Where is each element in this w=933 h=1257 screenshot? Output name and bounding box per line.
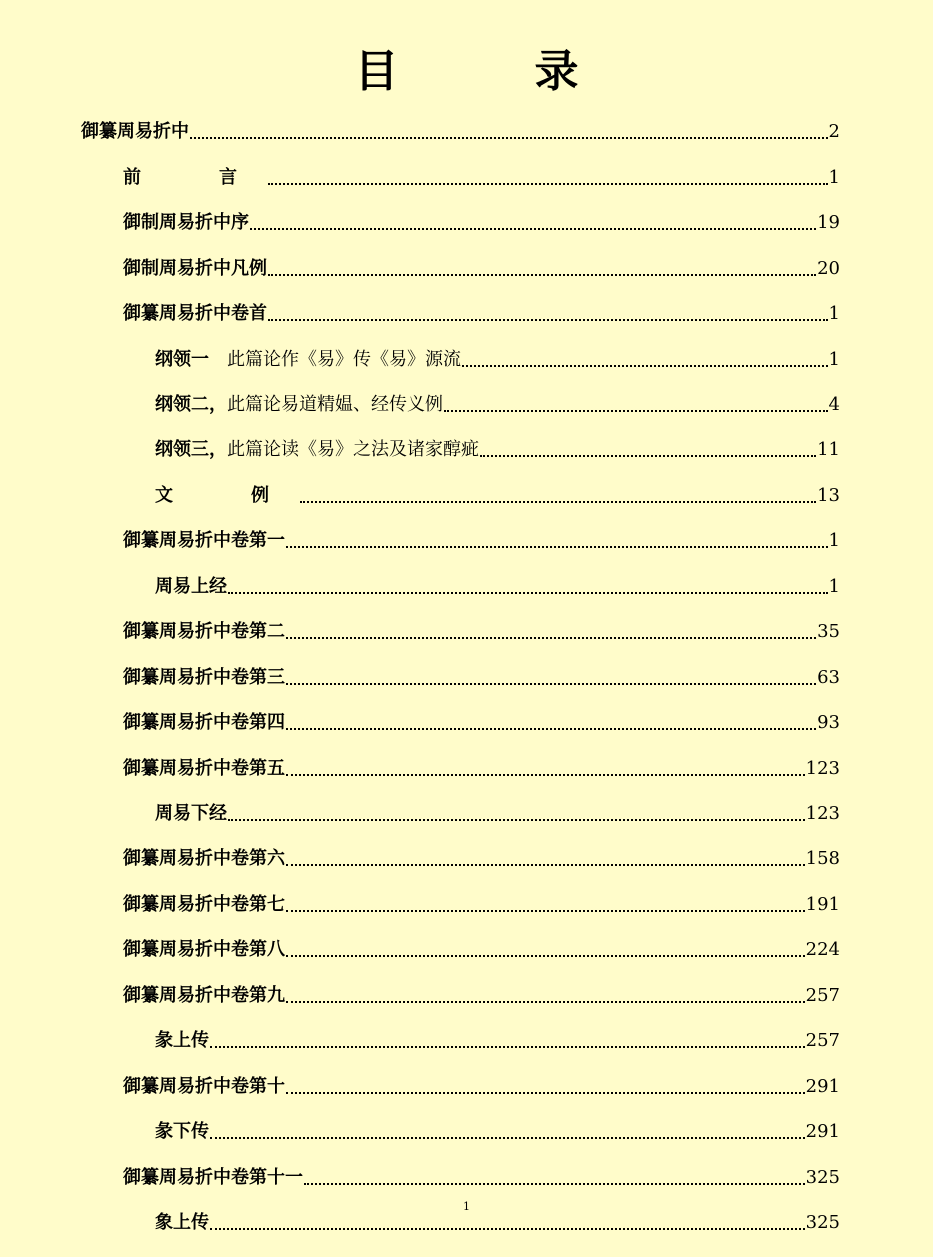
toc-entry-label: 文 例 [155, 485, 299, 506]
toc-entry-label: 御纂周易折中卷第四 [123, 712, 285, 733]
dot-leader [462, 364, 828, 367]
dot-leader [228, 818, 805, 821]
dot-leader [286, 1000, 805, 1003]
toc-entry-label: 御制周易折中序 [123, 212, 249, 233]
toc-entry-page: 123 [805, 803, 840, 824]
dot-leader [444, 409, 828, 412]
toc-entry-label: 御制周易折中凡例 [123, 258, 267, 279]
dot-leader [286, 545, 828, 548]
toc-entry-page: 224 [805, 939, 840, 960]
toc-entry-page: 1 [828, 576, 840, 597]
toc-entry-label: 御纂周易折中卷第九 [123, 985, 285, 1006]
toc-entry-yuzhi-fanli[interactable] [123, 253, 840, 281]
toc-entry-page: 257 [805, 1030, 840, 1051]
toc-entry-page: 4 [828, 394, 840, 415]
toc-entry-label: 纲领二， [155, 394, 227, 415]
dot-leader [228, 591, 828, 594]
toc-entry-shangjing[interactable] [155, 571, 840, 599]
toc-entry-page: 13 [817, 485, 840, 506]
toc-entry-page: 1 [828, 167, 840, 188]
toc-entry-subtitle: 此篇论作《易》传《易》源流 [209, 349, 461, 370]
toc-entry-label: 御纂周易折中卷第十 [123, 1076, 285, 1097]
dot-leader [210, 1045, 805, 1048]
toc-entry-juan-11[interactable] [123, 1162, 840, 1190]
toc-entry-xiajing[interactable] [155, 798, 840, 826]
toc-entry-wenli[interactable] [155, 480, 840, 508]
toc-entry-label: 纲领三， [155, 439, 227, 460]
toc-entry-page: 1 [828, 303, 840, 324]
toc-entry-page: 291 [805, 1076, 840, 1097]
toc-entry-juan-1[interactable] [123, 525, 840, 553]
dot-leader [480, 454, 816, 457]
toc-entry-yuzuan-zhouyi-zhezhong[interactable] [81, 116, 840, 144]
dot-leader [286, 954, 805, 957]
toc-entry-page: 93 [817, 712, 840, 733]
toc-entry-page: 1 [828, 349, 840, 370]
toc-entry-page: 123 [805, 758, 840, 779]
dot-leader [300, 500, 816, 503]
dot-leader [210, 1227, 805, 1230]
toc-entry-juan-10[interactable] [123, 1071, 840, 1099]
dot-leader [268, 318, 828, 321]
toc-entry-page: 325 [805, 1212, 840, 1233]
toc-entry-juan-2[interactable] [123, 616, 840, 644]
toc-entry-gangling-1[interactable] [155, 344, 840, 372]
toc-entry-label: 御纂周易折中卷第八 [123, 939, 285, 960]
toc-entry-label: 御纂周易折中卷第二 [123, 621, 285, 642]
toc-entry-page: 1 [828, 530, 840, 551]
toc-entry-label: 彖下传 [155, 1121, 209, 1142]
toc-entry-label: 御纂周易折中卷第七 [123, 894, 285, 915]
toc-entry-page: 20 [817, 258, 840, 279]
toc-entry-gangling-2[interactable] [155, 389, 840, 417]
toc-entry-tuan-xiazhuan[interactable] [155, 1116, 840, 1144]
toc-entry-label: 象上传 [155, 1212, 209, 1233]
toc-entry-label: 御纂周易折中卷第六 [123, 848, 285, 869]
toc-entry-tuan-shangzhuan[interactable] [155, 1025, 840, 1053]
dot-leader [286, 682, 816, 685]
toc-entry-label: 御纂周易折中卷第十一 [123, 1167, 303, 1188]
toc-entry-page: 291 [805, 1121, 840, 1142]
dot-leader [210, 1136, 805, 1139]
toc-entry-juan-8[interactable] [123, 934, 840, 962]
toc-entry-page: 191 [805, 894, 840, 915]
toc-entry-subtitle: 此篇论易道精媪、经传义例 [227, 394, 443, 415]
toc-entry-label: 纲领一 [155, 349, 209, 370]
dot-leader [286, 773, 805, 776]
toc-entry-label: 御纂周易折中 [81, 121, 189, 142]
dot-leader [250, 227, 816, 230]
dot-leader [268, 182, 828, 185]
toc-entry-label: 周易下经 [155, 803, 227, 824]
dot-leader [190, 136, 828, 139]
toc-entry-page: 325 [805, 1167, 840, 1188]
dot-leader [304, 1182, 805, 1185]
toc-entry-juan-3[interactable] [123, 662, 840, 690]
page-number: 1 [463, 1200, 470, 1213]
toc-entry-label: 御纂周易折中卷第五 [123, 758, 285, 779]
dot-leader [286, 1091, 805, 1094]
toc-entry-page: 257 [805, 985, 840, 1006]
toc-entry-page: 2 [828, 121, 840, 142]
dot-leader [286, 863, 805, 866]
dot-leader [286, 636, 816, 639]
toc-entry-yuzhi-xu[interactable] [123, 207, 840, 235]
toc-entry-label: 彖上传 [155, 1030, 209, 1051]
toc-entry-juan-9[interactable] [123, 980, 840, 1008]
toc-entry-juanshou[interactable] [123, 298, 840, 326]
page-title: 目 录 [354, 46, 625, 97]
toc-entry-page: 35 [817, 621, 840, 642]
toc-entry-gangling-3[interactable] [155, 434, 840, 462]
toc-entry-juan-4[interactable] [123, 707, 840, 735]
toc-entry-label: 御纂周易折中卷首 [123, 303, 267, 324]
dot-leader [268, 273, 816, 276]
dot-leader [286, 727, 816, 730]
toc-entry-page: 11 [817, 439, 840, 460]
toc-entry-page: 63 [817, 667, 840, 688]
dot-leader [286, 909, 805, 912]
toc-entry-label: 前 言 [123, 167, 267, 188]
toc-entry-subtitle: 此篇论读《易》之法及诸家醇疵 [227, 439, 479, 460]
toc-entry-qianyan[interactable] [123, 162, 840, 190]
toc-entry-juan-5[interactable] [123, 753, 840, 781]
toc-entry-juan-7[interactable] [123, 889, 840, 917]
toc-entry-label: 御纂周易折中卷第一 [123, 530, 285, 551]
toc-entry-juan-6[interactable] [123, 843, 840, 871]
toc-entry-page: 158 [805, 848, 840, 869]
toc-entry-label: 御纂周易折中卷第三 [123, 667, 285, 688]
toc-entry-page: 19 [817, 212, 840, 233]
toc-entry-label: 周易上经 [155, 576, 227, 597]
